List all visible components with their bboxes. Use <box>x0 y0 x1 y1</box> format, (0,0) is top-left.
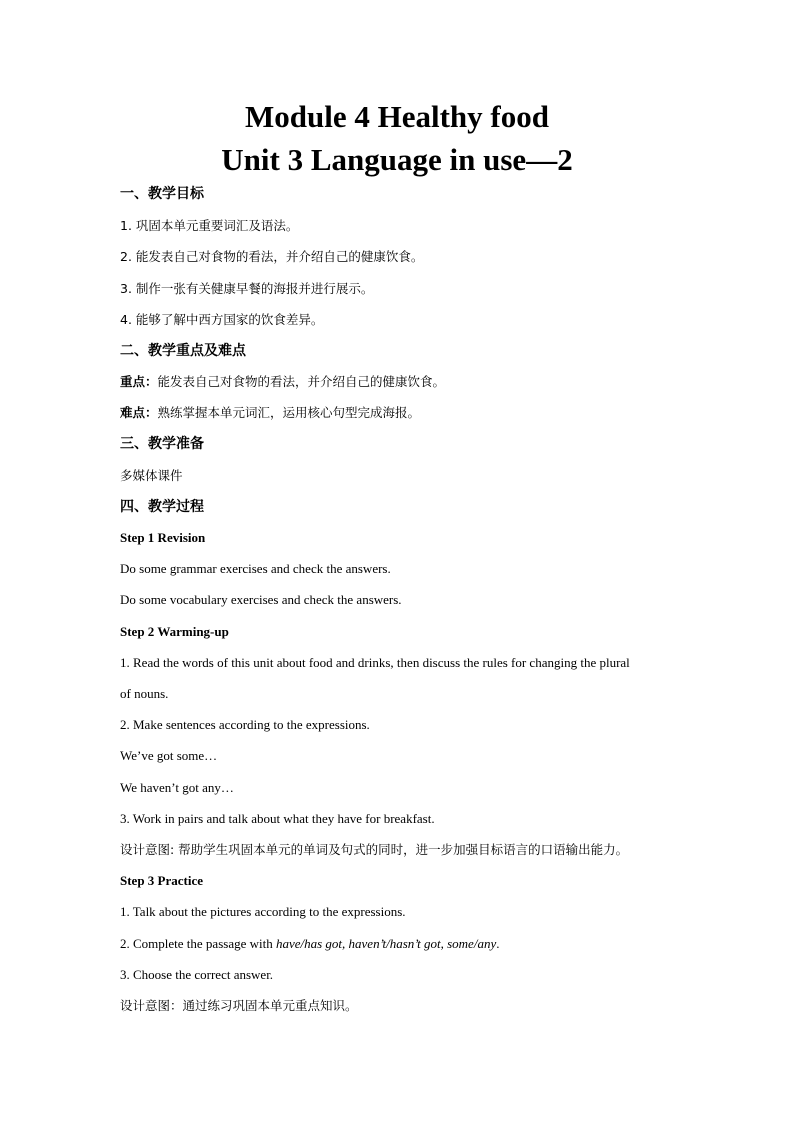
objective-item: 3. 制作一张有关健康早餐的海报并进行展示。 <box>120 281 374 296</box>
step-title: Step 2 Warming-up <box>120 624 229 639</box>
difficult-point-line <box>120 404 420 422</box>
step-line: of nouns. <box>120 686 169 701</box>
key-point-text: 能发表自己对食物的看法，并介绍自己的健康饮食。 <box>157 374 446 389</box>
objective-item: 4. 能够了解中西方国家的饮食差异。 <box>120 312 324 327</box>
step-title: Step 1 Revision <box>120 530 206 545</box>
section-heading-process: 四、教学过程 <box>120 499 204 515</box>
step-line <box>120 935 499 953</box>
step-line: 3. Choose the correct answer. <box>120 967 274 982</box>
document-title-line2: Unit 3 Language in use—2 <box>221 142 573 177</box>
example-sentence: We’ve got some… <box>120 748 218 763</box>
section-heading-objectives: 一、教学目标 <box>120 186 204 202</box>
step-line: 3. Work in pairs and talk about what they have for breakfast. <box>120 811 435 826</box>
objective-item: 2. 能发表自己对食物的看法，并介绍自己的健康饮食。 <box>120 249 424 264</box>
design-intent: 设计意图: 帮助学生巩固本单元的单词及句式的同时，进一步加强目标语言的口语输出能力。 <box>120 842 629 857</box>
step-line: 2. Make sentences according to the expressions. <box>120 717 370 732</box>
document-title-line1: Module 4 Healthy food <box>245 99 549 134</box>
step-line-suffix: . <box>496 936 500 951</box>
key-point-line <box>120 373 445 391</box>
step-line-italic: have/has got, haven’t/hasn’t got, some/any <box>275 936 497 951</box>
step-line: Do some vocabulary exercises and check the answers. <box>120 592 402 607</box>
section-heading-key-points: 二、教学重点及难点 <box>120 343 246 359</box>
step-line: 1. Talk about the pictures according to the expressions. <box>120 904 406 919</box>
design-intent: 设计意图：通过练习巩固本单元重点知识。 <box>120 998 358 1013</box>
key-point-label: 重点： <box>120 374 158 389</box>
difficult-point-text: 熟练掌握本单元词汇，运用核心句型完成海报。 <box>157 405 421 420</box>
example-sentence: We haven’t got any… <box>120 780 234 795</box>
step-line-prefix: 2. Complete the passage with <box>120 936 276 951</box>
step-title: Step 3 Practice <box>120 873 204 888</box>
section-heading-preparation: 三、教学准备 <box>120 436 204 452</box>
objective-item: 1. 巩固本单元重要词汇及语法。 <box>120 218 299 233</box>
preparation-text: 多媒体课件 <box>120 468 183 483</box>
step-line: Do some grammar exercises and check the answers. <box>120 561 391 576</box>
difficult-point-label: 难点： <box>120 405 158 420</box>
step-line: 1. Read the words of this unit about food and drinks, then discuss the rules for changing the plural <box>120 655 630 670</box>
